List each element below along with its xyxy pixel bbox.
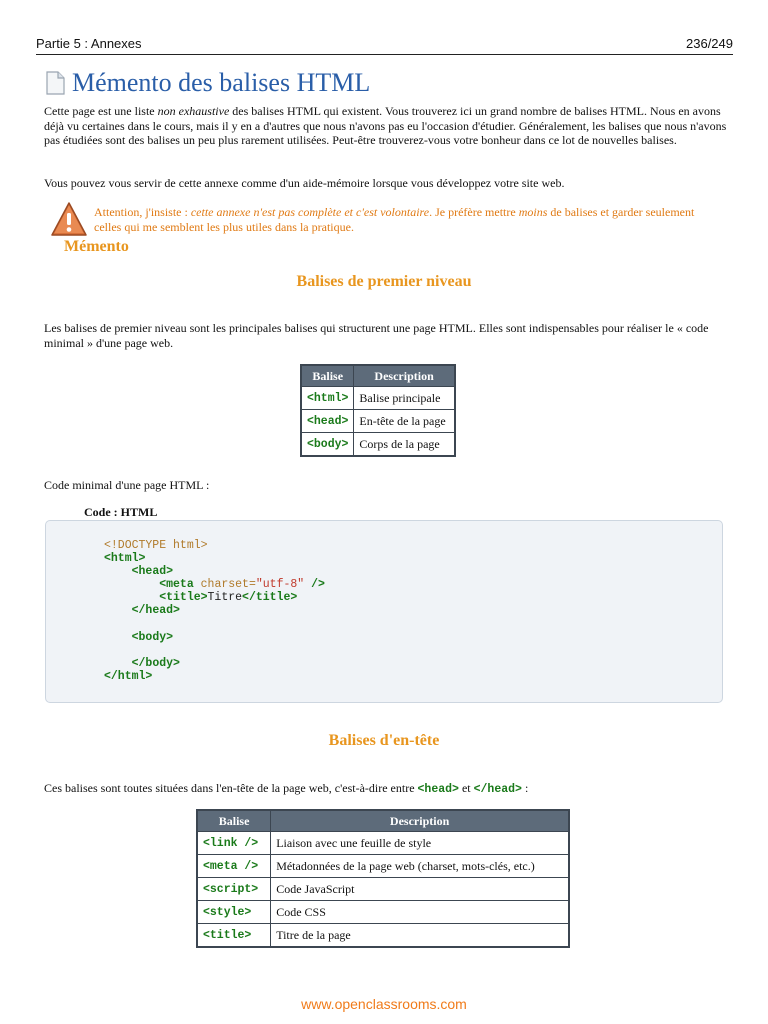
warning-text: Attention, j'insiste : cette annexe n'est pas complète et c'est volontaire. Je préfère mettre moins de balises et garder seulement celles qui me semblent les plus utiles dans la pratique. (94, 205, 695, 234)
column-header: Description (271, 810, 569, 832)
table-row (197, 878, 569, 901)
tag-cell: <title> (197, 924, 271, 948)
description-cell: Code JavaScript (271, 878, 569, 901)
code-intro: Code minimal d'une page HTML : (44, 478, 210, 492)
tag-cell: <body> (301, 433, 354, 457)
footer-link[interactable]: www.openclassrooms.com (301, 996, 467, 1012)
intro-paragraph-2: Vous pouvez vous servir de cette annexe comme d'un aide-mémoire lorsque vous développez votre site web. (44, 176, 565, 190)
table-header-row (197, 810, 569, 832)
table-row (197, 901, 569, 924)
description-cell: Liaison avec une feuille de style (271, 832, 569, 855)
section-heading-header-tags: Balises d'en-tête (328, 732, 440, 749)
tag-cell: <script> (197, 878, 271, 901)
page-number: 236/249 (686, 36, 733, 51)
tag-cell: <link /> (197, 832, 271, 855)
memento-heading: Mémento (64, 238, 129, 255)
page-title-text: Mémento des balises HTML (72, 68, 371, 97)
column-header: Description (354, 365, 455, 387)
table-row (197, 832, 569, 855)
table-row (301, 387, 455, 410)
table-row (197, 855, 569, 878)
part-label: Partie 5 : Annexes (36, 36, 142, 51)
code-listing: <!DOCTYPE html> <html> <head> <meta charset="utf-8" /> <title>Titre</title> </head> <body> </body> </html> (104, 539, 325, 683)
header-tags-table (196, 809, 570, 948)
warning-icon (50, 201, 88, 239)
column-header: Balise (301, 365, 354, 387)
description-cell: En-tête de la page (354, 410, 455, 433)
tag-cell: <meta /> (197, 855, 271, 878)
intro-paragraph: Cette page est une liste non exhaustive des balises HTML qui existent. Vous trouverez ici un grand nombre de balises HTML. Nous en avons déjà vu certaines dans le cours, mais il y en a d'autres que nous n'avons pas eu l'occasion d'étudier. Généralement, les balises que nous n'avons pas étudiées sont des balises un peu plus rarement utilisées. Peut-être trouverez-vous votre bonheur dans ce lot de nouvelles balises. (44, 104, 727, 147)
description-cell: Titre de la page (271, 924, 569, 948)
table-row (197, 924, 569, 948)
description-cell: Code CSS (271, 901, 569, 924)
code-label: Code : HTML (84, 505, 158, 519)
page-title (44, 66, 370, 100)
description-cell: Corps de la page (354, 433, 455, 457)
section-heading-first-level: Balises de premier niveau (296, 273, 472, 290)
column-header: Balise (197, 810, 271, 832)
table-row (301, 410, 455, 433)
table-row (301, 433, 455, 457)
section2-paragraph: Ces balises sont toutes situées dans l'en-tête de la page web, c'est-à-dire entre <head> et </head> : (44, 781, 529, 796)
document-icon (44, 71, 66, 95)
tag-cell: <html> (301, 387, 354, 410)
tag-cell: <style> (197, 901, 271, 924)
page-header (36, 36, 733, 55)
section1-paragraph: Les balises de premier niveau sont les principales balises qui structurent une page HTML. Elles sont indispensables pour réaliser le « code minimal » d'une page web. (44, 321, 709, 350)
description-cell: Métadonnées de la page web (charset, mots-clés, etc.) (271, 855, 569, 878)
description-cell: Balise principale (354, 387, 455, 410)
warning-box (50, 201, 740, 239)
first-level-table (300, 364, 456, 457)
tag-cell: <head> (301, 410, 354, 433)
table-header-row (301, 365, 455, 387)
code-block (45, 520, 723, 703)
